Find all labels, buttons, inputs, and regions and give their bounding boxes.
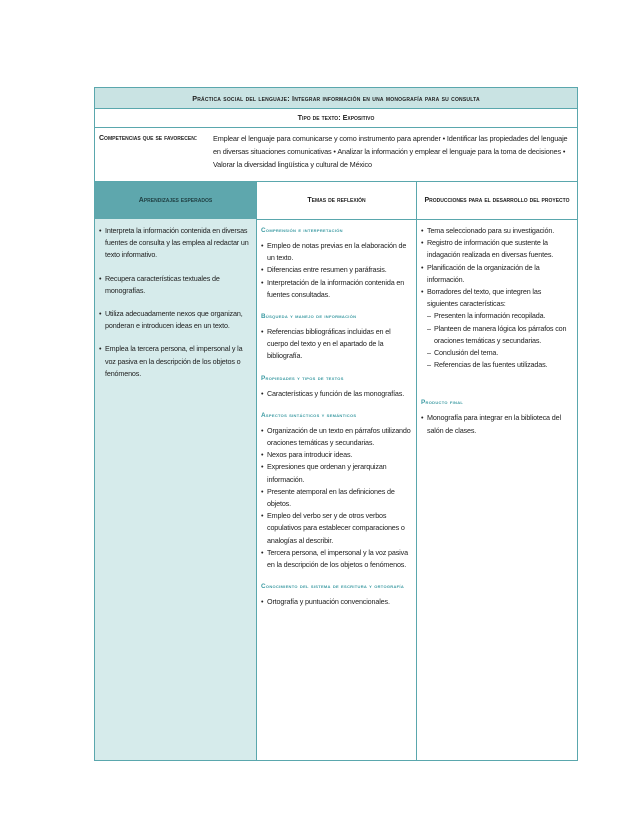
bullet-marker: • xyxy=(421,287,424,297)
item-text: Expresiones que ordenan y jerarquizan información. xyxy=(267,462,387,484)
bullet-marker: • xyxy=(261,597,264,607)
table-body xyxy=(95,219,577,760)
sub-list-item xyxy=(421,359,573,371)
bullet-marker: • xyxy=(261,450,264,460)
table-title: Práctica social del lenguaje: Integrar información en una monografía para su consulta xyxy=(95,88,577,109)
bullet-marker: • xyxy=(261,327,264,337)
tema-item xyxy=(261,240,412,264)
item-text: Tema seleccionado para su investigación. xyxy=(427,226,555,235)
item-text: Interpretación de la información contenida en fuentes consultadas. xyxy=(267,277,405,299)
item-text: Planificación de la organización de la información. xyxy=(427,262,540,284)
bullet-marker: • xyxy=(261,486,264,496)
item-text: Presente atemporal en las definiciones de objetos. xyxy=(267,486,395,509)
bullet-marker: • xyxy=(421,413,424,423)
item-text: Planteen de manera lógica los párrafos con oraciones temáticas y secundarias. xyxy=(434,323,567,345)
program-table xyxy=(94,87,578,761)
bullet-marker: • xyxy=(421,226,424,235)
tema-item xyxy=(261,326,412,363)
tema-item xyxy=(261,264,412,276)
item-text: Presenten la información recopilada. xyxy=(434,311,546,321)
bullet-marker: • xyxy=(261,547,264,557)
bullet-marker: • xyxy=(261,425,264,435)
item-text: Recupera características textuales de monografías. xyxy=(105,273,220,295)
aprendizaje-item xyxy=(99,273,252,297)
header-temas: Temas de reflexión xyxy=(257,182,417,219)
item-text: Conclusión del tema. xyxy=(434,348,499,358)
bullet-marker: • xyxy=(261,265,264,275)
section-heading: Producto final xyxy=(421,399,464,407)
bullet-marker: • xyxy=(261,241,264,250)
item-text: Organización de un texto en párrafos utilizando oraciones temáticas y secundarias. xyxy=(267,425,411,448)
section-heading: Propiedades y tipos de textos xyxy=(261,374,344,382)
tema-item xyxy=(261,596,412,608)
produccion-item xyxy=(421,237,573,261)
producciones-column xyxy=(417,219,577,760)
item-text: Tercera persona, el impersonal y la voz pasiva en la descripción de los objetos o fenómenos. xyxy=(267,547,408,570)
dash-marker: – xyxy=(427,360,431,370)
item-text: Interpreta la información contenida en diversas fuentes de consulta y las emplea al redactar un texto informativo. xyxy=(105,226,249,260)
bullet-marker: • xyxy=(99,344,102,354)
producto-final-item xyxy=(421,412,573,436)
produccion-item xyxy=(421,286,573,310)
aprendizajes-column xyxy=(95,219,257,760)
bullet-marker: • xyxy=(261,462,264,472)
produccion-item xyxy=(421,262,573,286)
item-text: Nexos para introducir ideas. xyxy=(267,450,353,460)
item-text: Monografía para integrar en la biblioteca del salón de clases. xyxy=(427,413,561,435)
competencias-row xyxy=(95,127,577,182)
aprendizaje-item xyxy=(99,308,252,332)
tema-item xyxy=(261,277,412,301)
item-text: Referencias bibliográficas incluidas en el cuerpo del texto y en el apartado de la bibliografía. xyxy=(267,327,391,361)
aprendizaje-item xyxy=(99,225,252,262)
competencias-text: Emplear el lenguaje para comunicarse y como instrumento para aprender • Identificar las propiedades del lenguaje en diversas situaciones comunicativas • Analizar la información y emplear el lenguaje para la toma de decisiones • Valorar la diversidad lingüística y cultural de México xyxy=(213,134,568,169)
section-heading: Aspectos sintácticos y semánticos xyxy=(261,411,357,419)
text-type: Tipo de texto: Expositivo xyxy=(95,108,577,128)
item-text: Borradores del texto, que integren las siguientes características: xyxy=(427,287,542,309)
bullet-marker: • xyxy=(421,262,424,272)
bullet-marker: • xyxy=(99,273,102,283)
item-text: Empleo de notas previas en la elaboración de un texto. xyxy=(267,241,407,263)
bullet-marker: • xyxy=(261,511,264,521)
sub-list-item xyxy=(421,347,573,359)
bullet-marker: • xyxy=(261,388,264,398)
tema-item xyxy=(261,388,412,400)
item-text: Emplea la tercera persona, el impersonal y la voz pasiva en la descripción de los objetos o fenómenos. xyxy=(105,344,243,378)
bullet-marker: • xyxy=(99,226,102,235)
dash-marker: – xyxy=(427,323,431,333)
header-aprendizajes: Aprendizajes esperados xyxy=(95,182,257,219)
produccion-item xyxy=(421,225,573,237)
aprendizaje-item xyxy=(99,343,252,380)
temas-column xyxy=(257,219,417,760)
section-heading: Comprensión e interpretación xyxy=(261,227,343,234)
sub-list-item xyxy=(421,310,573,322)
competencias-label: Competencias que se favorecen: xyxy=(99,135,198,142)
tema-item xyxy=(261,510,412,547)
bullet-marker: • xyxy=(99,309,102,319)
tema-item xyxy=(261,486,412,510)
item-text: Empleo del verbo ser y de otros verbos copulativos para establecer comparaciones o analogías al describir. xyxy=(267,511,405,545)
item-text: Registro de información que sustente la indagación realizada en diversas fuentes. xyxy=(427,238,554,260)
dash-marker: – xyxy=(427,348,431,358)
tema-item xyxy=(261,547,412,571)
item-text: Ortografía y puntuación convencionales. xyxy=(267,597,390,607)
item-text: Utiliza adecuadamente nexos que organizan, ponderan e introducen ideas en un texto. xyxy=(105,309,243,331)
section-heading: Búsqueda y manejo de información xyxy=(261,313,357,321)
tema-item xyxy=(261,425,412,449)
sub-list-item xyxy=(421,323,573,347)
dash-marker: – xyxy=(427,311,431,321)
item-text: Referencias de las fuentes utilizadas. xyxy=(434,360,548,370)
item-text: Características y función de las monografías. xyxy=(267,388,405,398)
section-heading: Conocimiento del sistema de escritura y ortografía xyxy=(261,583,405,591)
bullet-marker: • xyxy=(421,238,424,248)
item-text: Diferencias entre resumen y paráfrasis. xyxy=(267,265,387,275)
header-producciones: Producciones para el desarrollo del proyecto xyxy=(424,196,570,204)
tema-item xyxy=(261,461,412,485)
bullet-marker: • xyxy=(261,277,264,287)
tema-item xyxy=(261,449,412,461)
column-headers xyxy=(95,182,577,220)
